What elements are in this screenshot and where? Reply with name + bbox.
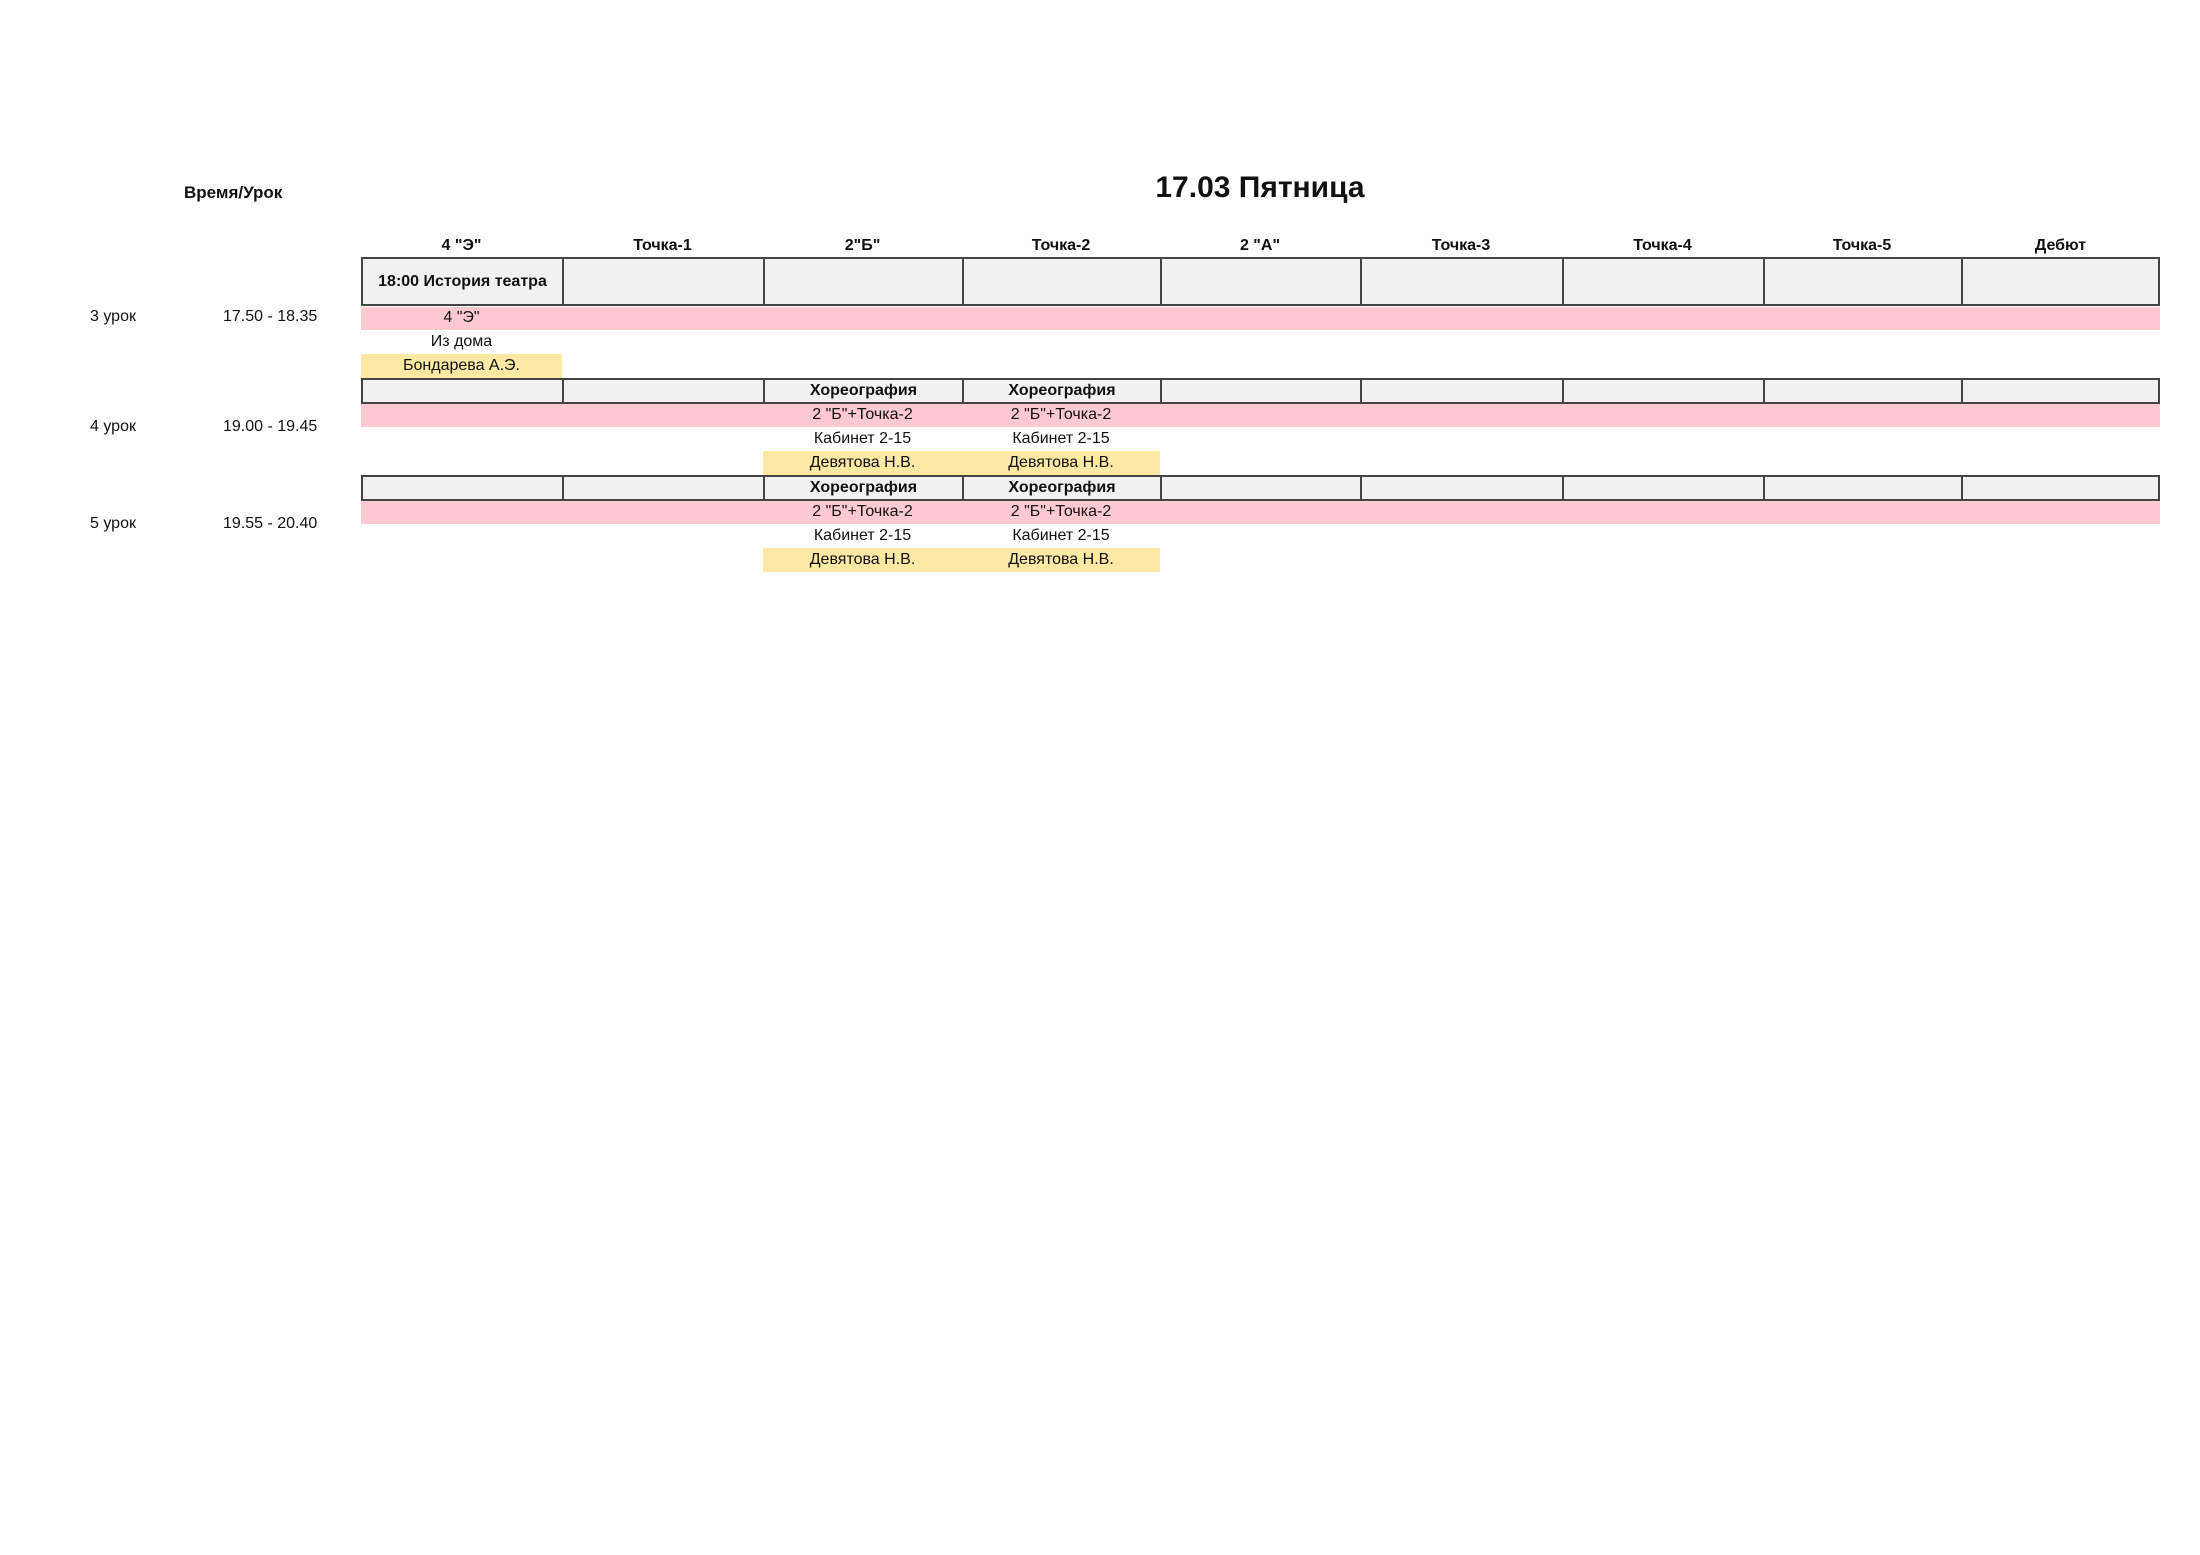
subject-cell	[1160, 378, 1362, 404]
teacher-cell: Девятова Н.В.	[962, 451, 1160, 475]
teacher-cell: Девятова Н.В.	[763, 548, 962, 572]
teacher-cell: Девятова Н.В.	[962, 548, 1160, 572]
subject-cell	[1763, 378, 1963, 404]
lesson-time: 17.50 - 18.35	[223, 308, 318, 325]
group-band	[361, 307, 2160, 330]
column-header-tochka-5: Точка-5	[1832, 237, 1892, 254]
room-cell: Кабинет 2-15	[1012, 527, 1110, 544]
subject-cell	[1160, 475, 1362, 501]
group-band	[361, 501, 2160, 524]
group-cell: 2 "Б"+Точка-2	[1010, 406, 1112, 423]
column-header-4e: 4 "Э"	[441, 237, 482, 254]
subject-cell	[562, 475, 765, 501]
column-header-tochka-2: Точка-2	[1031, 237, 1091, 254]
subject-cell	[1160, 257, 1362, 306]
room-cell: Кабинет 2-15	[813, 527, 912, 544]
subject-cell	[1961, 378, 2160, 404]
room-cell: Кабинет 2-15	[1012, 430, 1110, 447]
subject-cell	[562, 257, 765, 306]
subject-cell: Хореография	[763, 378, 964, 404]
subject-cell	[562, 378, 765, 404]
subject-cell	[1763, 475, 1963, 501]
subject-cell	[1961, 475, 2160, 501]
column-header-debut: Дебют	[2034, 237, 2087, 254]
column-header-tochka-4: Точка-4	[1633, 237, 1692, 254]
subject-cell: Хореография	[962, 475, 1162, 501]
time-lesson-label: Время/Урок	[184, 183, 283, 202]
lesson-label: 4 урок	[90, 418, 136, 435]
subject-cell	[1360, 257, 1564, 306]
column-header-tochka-1: Точка-1	[633, 237, 692, 254]
subject-cell: 18:00 История театра	[361, 257, 564, 306]
subject-cell	[1562, 257, 1765, 306]
subject-cell: Хореография	[962, 378, 1162, 404]
lesson-time: 19.55 - 20.40	[223, 515, 318, 532]
group-cell: 2 "Б"+Точка-2	[812, 406, 913, 423]
room-cell: Кабинет 2-15	[813, 430, 912, 447]
group-band	[361, 404, 2160, 427]
column-header-tochka-3: Точка-3	[1431, 237, 1491, 254]
subject-cell	[962, 257, 1162, 306]
lesson-time: 19.00 - 19.45	[223, 418, 318, 435]
teacher-cell: Девятова Н.В.	[763, 451, 962, 475]
column-header-2b: 2"Б"	[844, 237, 881, 254]
subject-cell	[361, 475, 564, 501]
subject-cell	[361, 378, 564, 404]
subject-cell	[1562, 475, 1765, 501]
group-cell: 2 "Б"+Точка-2	[812, 503, 913, 520]
lesson-label: 3 урок	[90, 308, 136, 325]
subject-cell	[1961, 257, 2160, 306]
subject-cell: Хореография	[763, 475, 964, 501]
subject-cell	[1562, 378, 1765, 404]
lesson-label: 5 урок	[90, 515, 136, 532]
subject-cell	[1763, 257, 1963, 306]
subject-cell	[1360, 475, 1564, 501]
group-cell: 2 "Б"+Точка-2	[1010, 503, 1112, 520]
column-header-2a: 2 "А"	[1239, 237, 1281, 254]
page-title: 17.03 Пятница	[1155, 171, 1365, 204]
room-cell: Из дома	[430, 333, 493, 350]
subject-cell	[1360, 378, 1564, 404]
group-cell: 4 "Э"	[443, 309, 480, 326]
teacher-cell: Бондарева А.Э.	[361, 354, 562, 378]
subject-cell	[763, 257, 964, 306]
